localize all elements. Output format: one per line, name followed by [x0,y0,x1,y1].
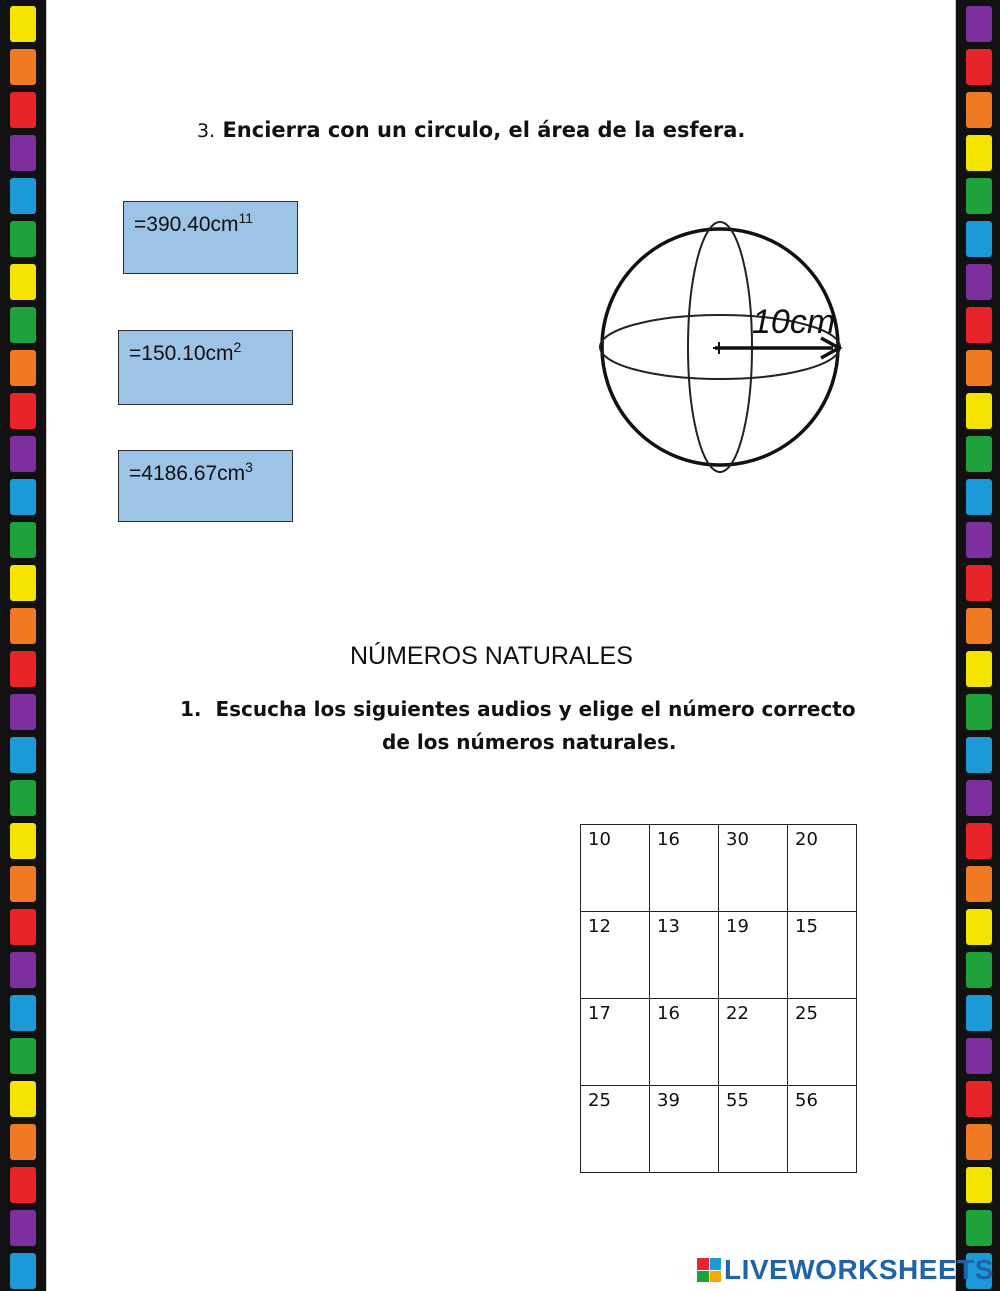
grid-cell[interactable]: 15 [788,912,857,999]
border-tile [966,694,992,730]
border-tile [966,995,992,1031]
border-tile [10,264,36,300]
border-tile [10,1253,36,1289]
border-tile [966,264,992,300]
border-tile [10,823,36,859]
border-tile [10,1038,36,1074]
border-tile [10,1081,36,1117]
border-tile [10,1210,36,1246]
border-tile [966,178,992,214]
border-tile [966,866,992,902]
border-tile [10,565,36,601]
border-tile [10,866,36,902]
border-tile [966,1210,992,1246]
question-3 [197,118,745,142]
border-tile [10,393,36,429]
border-tile [966,479,992,515]
border-tile [10,6,36,42]
border-tile [966,221,992,257]
left-decorative-border [0,0,46,1291]
grid-cell[interactable]: 22 [719,999,788,1086]
border-tile [10,92,36,128]
answer-option-3-value: =4186.67cm [129,462,246,485]
border-tile [10,1167,36,1203]
border-tile [10,995,36,1031]
grid-cell[interactable]: 13 [650,912,719,999]
border-tile [10,350,36,386]
grid-cell[interactable]: 17 [581,999,650,1086]
border-tile [966,737,992,773]
liveworksheets-logo-icon [697,1258,721,1282]
border-tile [10,952,36,988]
section-title: NÚMEROS NATURALES [350,642,633,670]
border-tile [966,92,992,128]
border-tile [966,909,992,945]
answer-option-1-value: =390.40cm [134,213,239,236]
question-3-number: 3. [197,120,216,142]
border-tile [966,1124,992,1160]
answer-option-2-exponent: 2 [233,339,242,355]
radius-label: 10cm [752,303,836,341]
grid-cell[interactable]: 56 [788,1086,857,1173]
border-tile [966,565,992,601]
border-tile [10,608,36,644]
instruction-line-2: de los números naturales. [382,730,677,754]
border-tile [966,608,992,644]
border-tile [10,780,36,816]
border-tile [966,436,992,472]
border-tile [10,178,36,214]
border-tile [966,393,992,429]
grid-cell[interactable]: 16 [650,825,719,912]
grid-cell[interactable]: 39 [650,1086,719,1173]
grid-cell[interactable]: 19 [719,912,788,999]
grid-cell[interactable]: 30 [719,825,788,912]
grid-cell[interactable]: 20 [788,825,857,912]
border-tile [966,350,992,386]
instruction-number: 1. [180,697,202,721]
border-tile [966,6,992,42]
border-tile [966,1167,992,1203]
border-tile [966,522,992,558]
answer-option-2-value: =150.10cm [129,342,234,365]
border-tile [10,737,36,773]
grid-cell[interactable]: 25 [788,999,857,1086]
border-tile [10,479,36,515]
answer-option-1-exponent: 11 [238,210,254,226]
border-tile [966,1038,992,1074]
border-tile [966,651,992,687]
grid-cell[interactable]: 16 [650,999,719,1086]
grid-row [581,912,857,999]
border-tile [966,1081,992,1117]
answer-option-3[interactable] [118,450,293,522]
border-tile [10,135,36,171]
border-tile [10,522,36,558]
answer-option-1[interactable] [123,201,298,274]
grid-cell[interactable]: 10 [581,825,650,912]
instruction-1 [180,693,880,759]
border-tile [966,135,992,171]
grid-cell[interactable]: 55 [719,1086,788,1173]
grid-row [581,825,857,912]
number-grid [580,824,857,1173]
logo-text: LIVEWORKSHEETS [724,1254,994,1285]
answer-option-3-exponent: 3 [245,459,253,475]
border-tile [966,307,992,343]
liveworksheets-logo [697,1254,994,1286]
border-tile [10,221,36,257]
border-tile [966,952,992,988]
border-tile [966,49,992,85]
border-tile [10,436,36,472]
answer-option-2[interactable] [118,330,293,405]
border-tile [10,1124,36,1160]
border-tile [10,909,36,945]
instruction-line-1: Escucha los siguientes audios y elige el número correcto [215,697,856,721]
border-tile [10,694,36,730]
question-3-text: Encierra con un circulo, el área de la esfera. [222,118,746,142]
border-tile [966,823,992,859]
grid-row [581,999,857,1086]
grid-row [581,1086,857,1173]
grid-cell[interactable]: 25 [581,1086,650,1173]
border-tile [966,780,992,816]
border-tile [10,49,36,85]
border-tile [10,307,36,343]
grid-cell[interactable]: 12 [581,912,650,999]
sphere-diagram [595,215,855,485]
right-decorative-border [956,0,1000,1291]
border-tile [10,651,36,687]
